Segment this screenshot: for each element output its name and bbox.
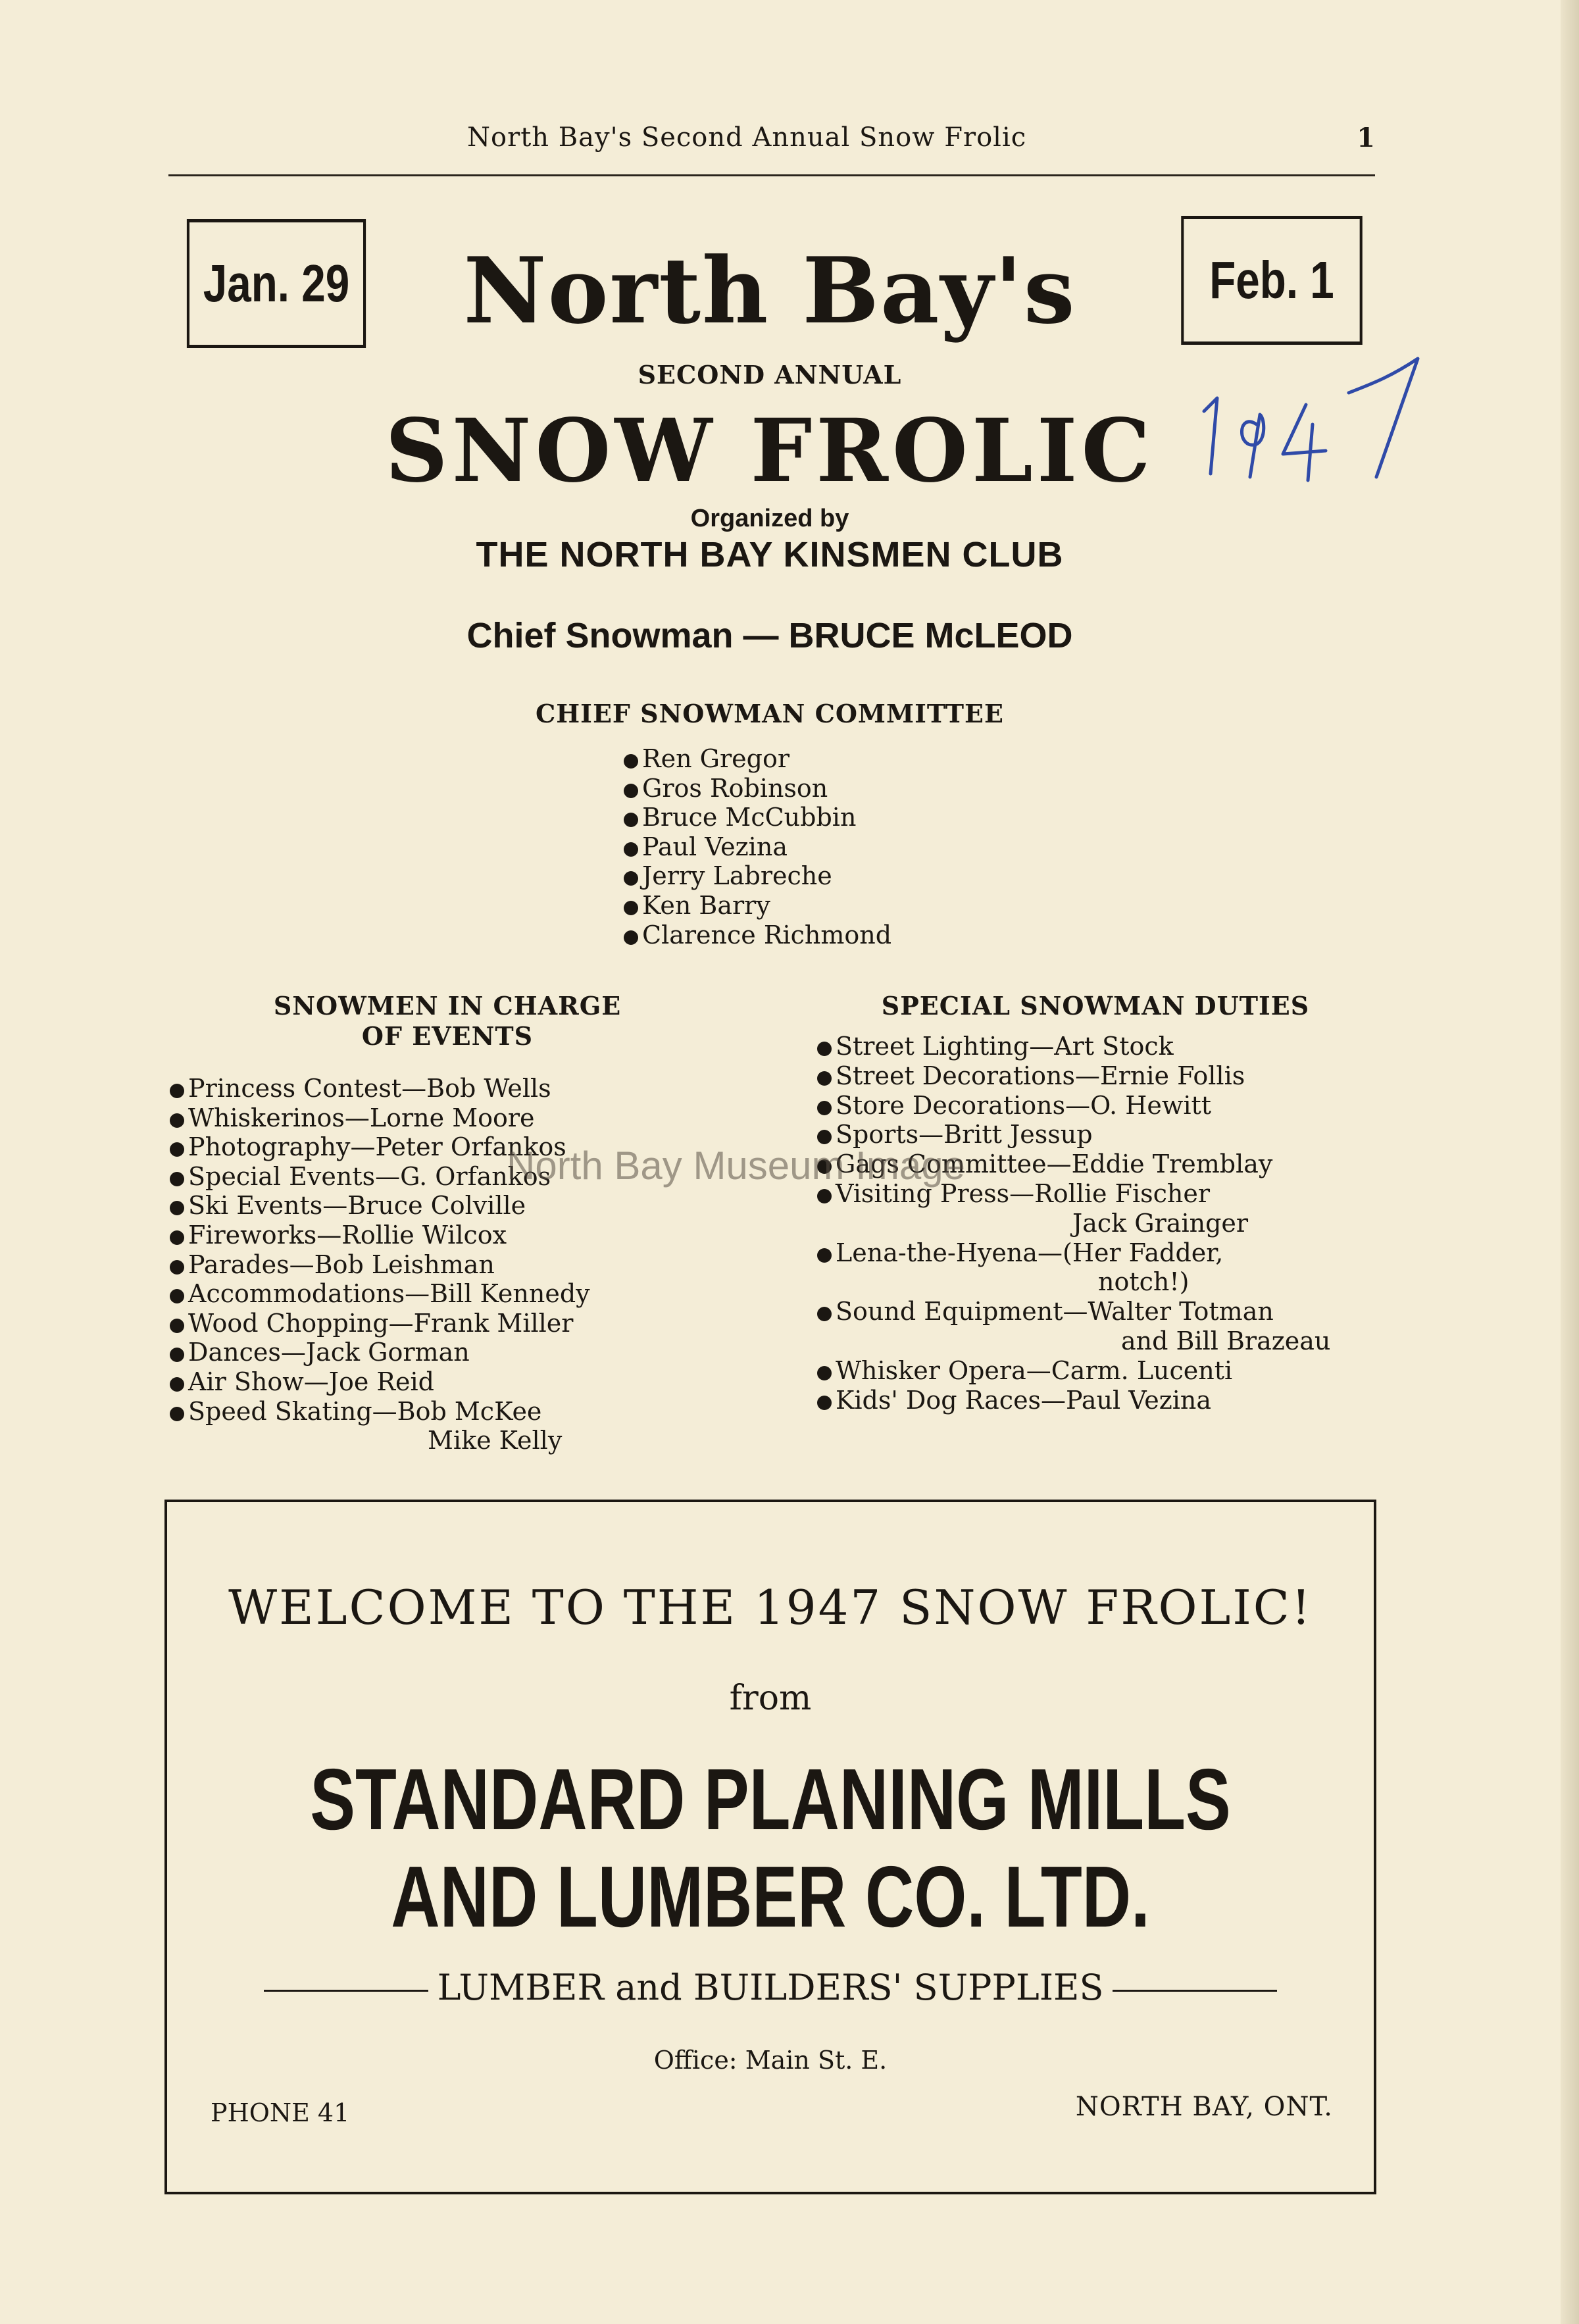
duties-heading: SPECIAL SNOWMAN DUTIES	[881, 991, 1310, 1021]
list-item: Ren Gregor	[624, 744, 891, 774]
title-second-annual: SECOND ANNUAL	[638, 360, 902, 390]
list-item: Speed Skating—Bob McKee	[170, 1397, 590, 1427]
list-item-continuation: Mike Kelly	[428, 1426, 563, 1455]
running-title: North Bay's Second Annual Snow Frolic	[467, 122, 1027, 153]
page-number: 1	[1357, 122, 1375, 153]
ad-from: from	[729, 1679, 812, 1718]
divider-left	[264, 1990, 428, 1992]
list-item: Street Lighting—Art Stock	[817, 1032, 1330, 1061]
list-item-continuation: and Bill Brazeau	[1121, 1326, 1331, 1355]
list-item: Store Decorations—O. Hewitt	[817, 1091, 1330, 1121]
list-item: Air Show—Joe Reid	[170, 1367, 590, 1397]
ad-city: NORTH BAY, ONT.	[1075, 2092, 1333, 2122]
end-date-box: Feb. 1	[1181, 216, 1363, 345]
events-heading-line2: OF EVENTS	[361, 1021, 534, 1051]
ad-supplies-line	[167, 1967, 1374, 2008]
organizer: THE NORTH BAY KINSMEN CLUB	[476, 535, 1064, 574]
handwritten-year-annotation	[1191, 352, 1428, 484]
list-item: Ski Events—Bruce Colville	[170, 1191, 590, 1221]
list-item: Gags Committee—Eddie Tremblay	[817, 1149, 1330, 1179]
list-item: Gros Robinson	[624, 774, 891, 803]
committee-list	[624, 744, 891, 949]
list-item-continuation: Jack Grainger	[1072, 1208, 1249, 1238]
divider-right	[1113, 1990, 1277, 1992]
list-item: Wood Chopping—Frank Miller	[170, 1309, 590, 1338]
list-item: Ken Barry	[624, 891, 891, 921]
ad-company-line2: AND LUMBER CO. LTD.	[391, 1848, 1150, 1945]
title-north-bays: North Bay's	[463, 237, 1076, 344]
list-item: Whisker Opera—Carm. Lucenti	[817, 1356, 1330, 1386]
committee-heading: CHIEF SNOWMAN COMMITTEE	[536, 699, 1004, 728]
list-item: Lena-the-Hyena—(Her Fadder,	[817, 1238, 1330, 1268]
ad-supplies-text: LUMBER and BUILDERS' SUPPLIES	[437, 1967, 1104, 2008]
list-item: Accommodations—Bill Kennedy	[170, 1279, 590, 1309]
ad-company-line1: STANDARD PLANING MILLS	[310, 1751, 1231, 1848]
list-item: Whiskerinos—Lorne Moore	[170, 1103, 590, 1133]
ad-office: Office: Main St. E.	[653, 2046, 888, 2075]
organized-by: Organized by	[690, 505, 849, 532]
events-heading-line1: SNOWMEN IN CHARGE	[273, 991, 622, 1021]
page-edge	[1561, 0, 1579, 2324]
ad-company-name	[300, 1751, 1241, 1946]
list-item: Dances—Jack Gorman	[170, 1338, 590, 1367]
events-list	[170, 1074, 590, 1455]
ad-phone: PHONE 41	[211, 2098, 350, 2127]
museum-watermark: North Bay Museum Image	[507, 1144, 965, 1188]
list-item: Special Events—G. Orfankos	[170, 1162, 590, 1192]
list-item: Jerry Labreche	[624, 861, 891, 891]
duties-list	[817, 1032, 1330, 1415]
list-item-continuation: notch!)	[1098, 1267, 1190, 1297]
list-item: Paul Vezina	[624, 832, 891, 862]
header-rule	[168, 174, 1375, 176]
running-header	[164, 122, 1375, 162]
list-item: Princess Contest—Bob Wells	[170, 1074, 590, 1103]
title-snow-frolic: SNOW FROLIC	[385, 400, 1155, 502]
list-item: Photography—Peter Orfankos	[170, 1132, 590, 1162]
list-item: Kids' Dog Races—Paul Vezina	[817, 1386, 1330, 1415]
ad-welcome-line: WELCOME TO THE 1947 SNOW FROLIC!	[228, 1580, 1313, 1635]
list-item: Sound Equipment—Walter Totman	[817, 1297, 1330, 1326]
list-item: Visiting Press—Rollie Fischer	[817, 1179, 1330, 1209]
advertisement-box	[164, 1500, 1376, 2194]
list-item: Sports—Britt Jessup	[817, 1120, 1330, 1149]
start-date-box: Jan. 29	[187, 219, 366, 348]
events-heading	[211, 991, 684, 1051]
list-item: Bruce McCubbin	[624, 803, 891, 832]
list-item: Clarence Richmond	[624, 921, 891, 950]
list-item: Parades—Bob Leishman	[170, 1250, 590, 1280]
list-item: Street Decorations—Ernie Follis	[817, 1061, 1330, 1091]
list-item: Fireworks—Rollie Wilcox	[170, 1221, 590, 1250]
chief-snowman: Chief Snowman — BRUCE McLEOD	[466, 616, 1073, 655]
